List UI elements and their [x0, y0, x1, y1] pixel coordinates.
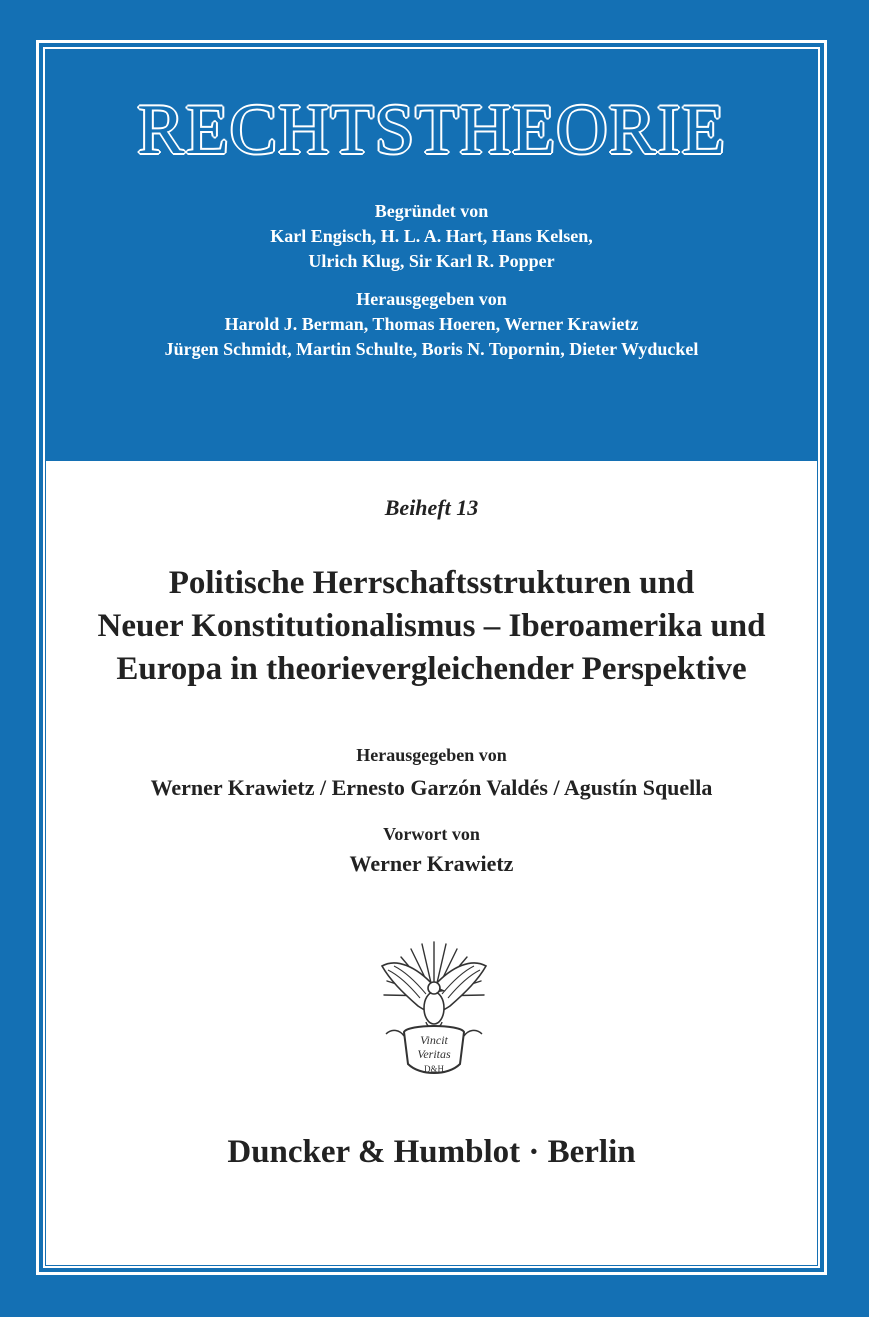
series-header [46, 91, 817, 362]
series-editors-label: Herausgegeben von [356, 289, 507, 309]
logo-initials: D&H [424, 1064, 444, 1074]
logo-motto-line-2: Veritas [417, 1047, 451, 1061]
book-info [46, 493, 817, 879]
series-editors-line-2: Jürgen Schmidt, Martin Schulte, Boris N. Topornin, Dieter Wyduckel [164, 339, 699, 359]
founders-line-2: Ulrich Klug, Sir Karl R. Popper [308, 251, 555, 271]
founders-block [46, 199, 817, 274]
publisher-imprint: Duncker & Humblot · Berlin [227, 1134, 636, 1170]
foreword-author: Werner Krawietz [349, 851, 514, 876]
series-editors-line-1: Harold J. Berman, Thomas Hoeren, Werner Krawietz [224, 314, 639, 334]
book-title-line-3: Europa in theorievergleichender Perspektive [116, 651, 747, 687]
book-title [46, 562, 817, 691]
logo-motto-line-1: Vincit [420, 1033, 448, 1047]
book-editors-label: Herausgegeben von [356, 745, 507, 765]
founders-line-1: Karl Engisch, H. L. A. Hart, Hans Kelsen, [270, 226, 593, 246]
eagle-emblem-icon [376, 936, 492, 1081]
book-editors: Werner Krawietz / Ernesto Garzón Valdés / Agustín Squella [150, 775, 713, 800]
foreword-label: Vorwort von [383, 824, 480, 844]
founded-label: Begründet von [374, 201, 489, 221]
book-title-line-2: Neuer Konstitutionalismus – Iberoamerika und [97, 608, 766, 644]
supplement-number: Beiheft 13 [384, 495, 479, 520]
series-editors-block [46, 287, 817, 362]
series-title: RECHTSTHEORIE [137, 91, 726, 169]
book-title-line-1: Politische Herrschaftsstrukturen und [168, 565, 695, 601]
